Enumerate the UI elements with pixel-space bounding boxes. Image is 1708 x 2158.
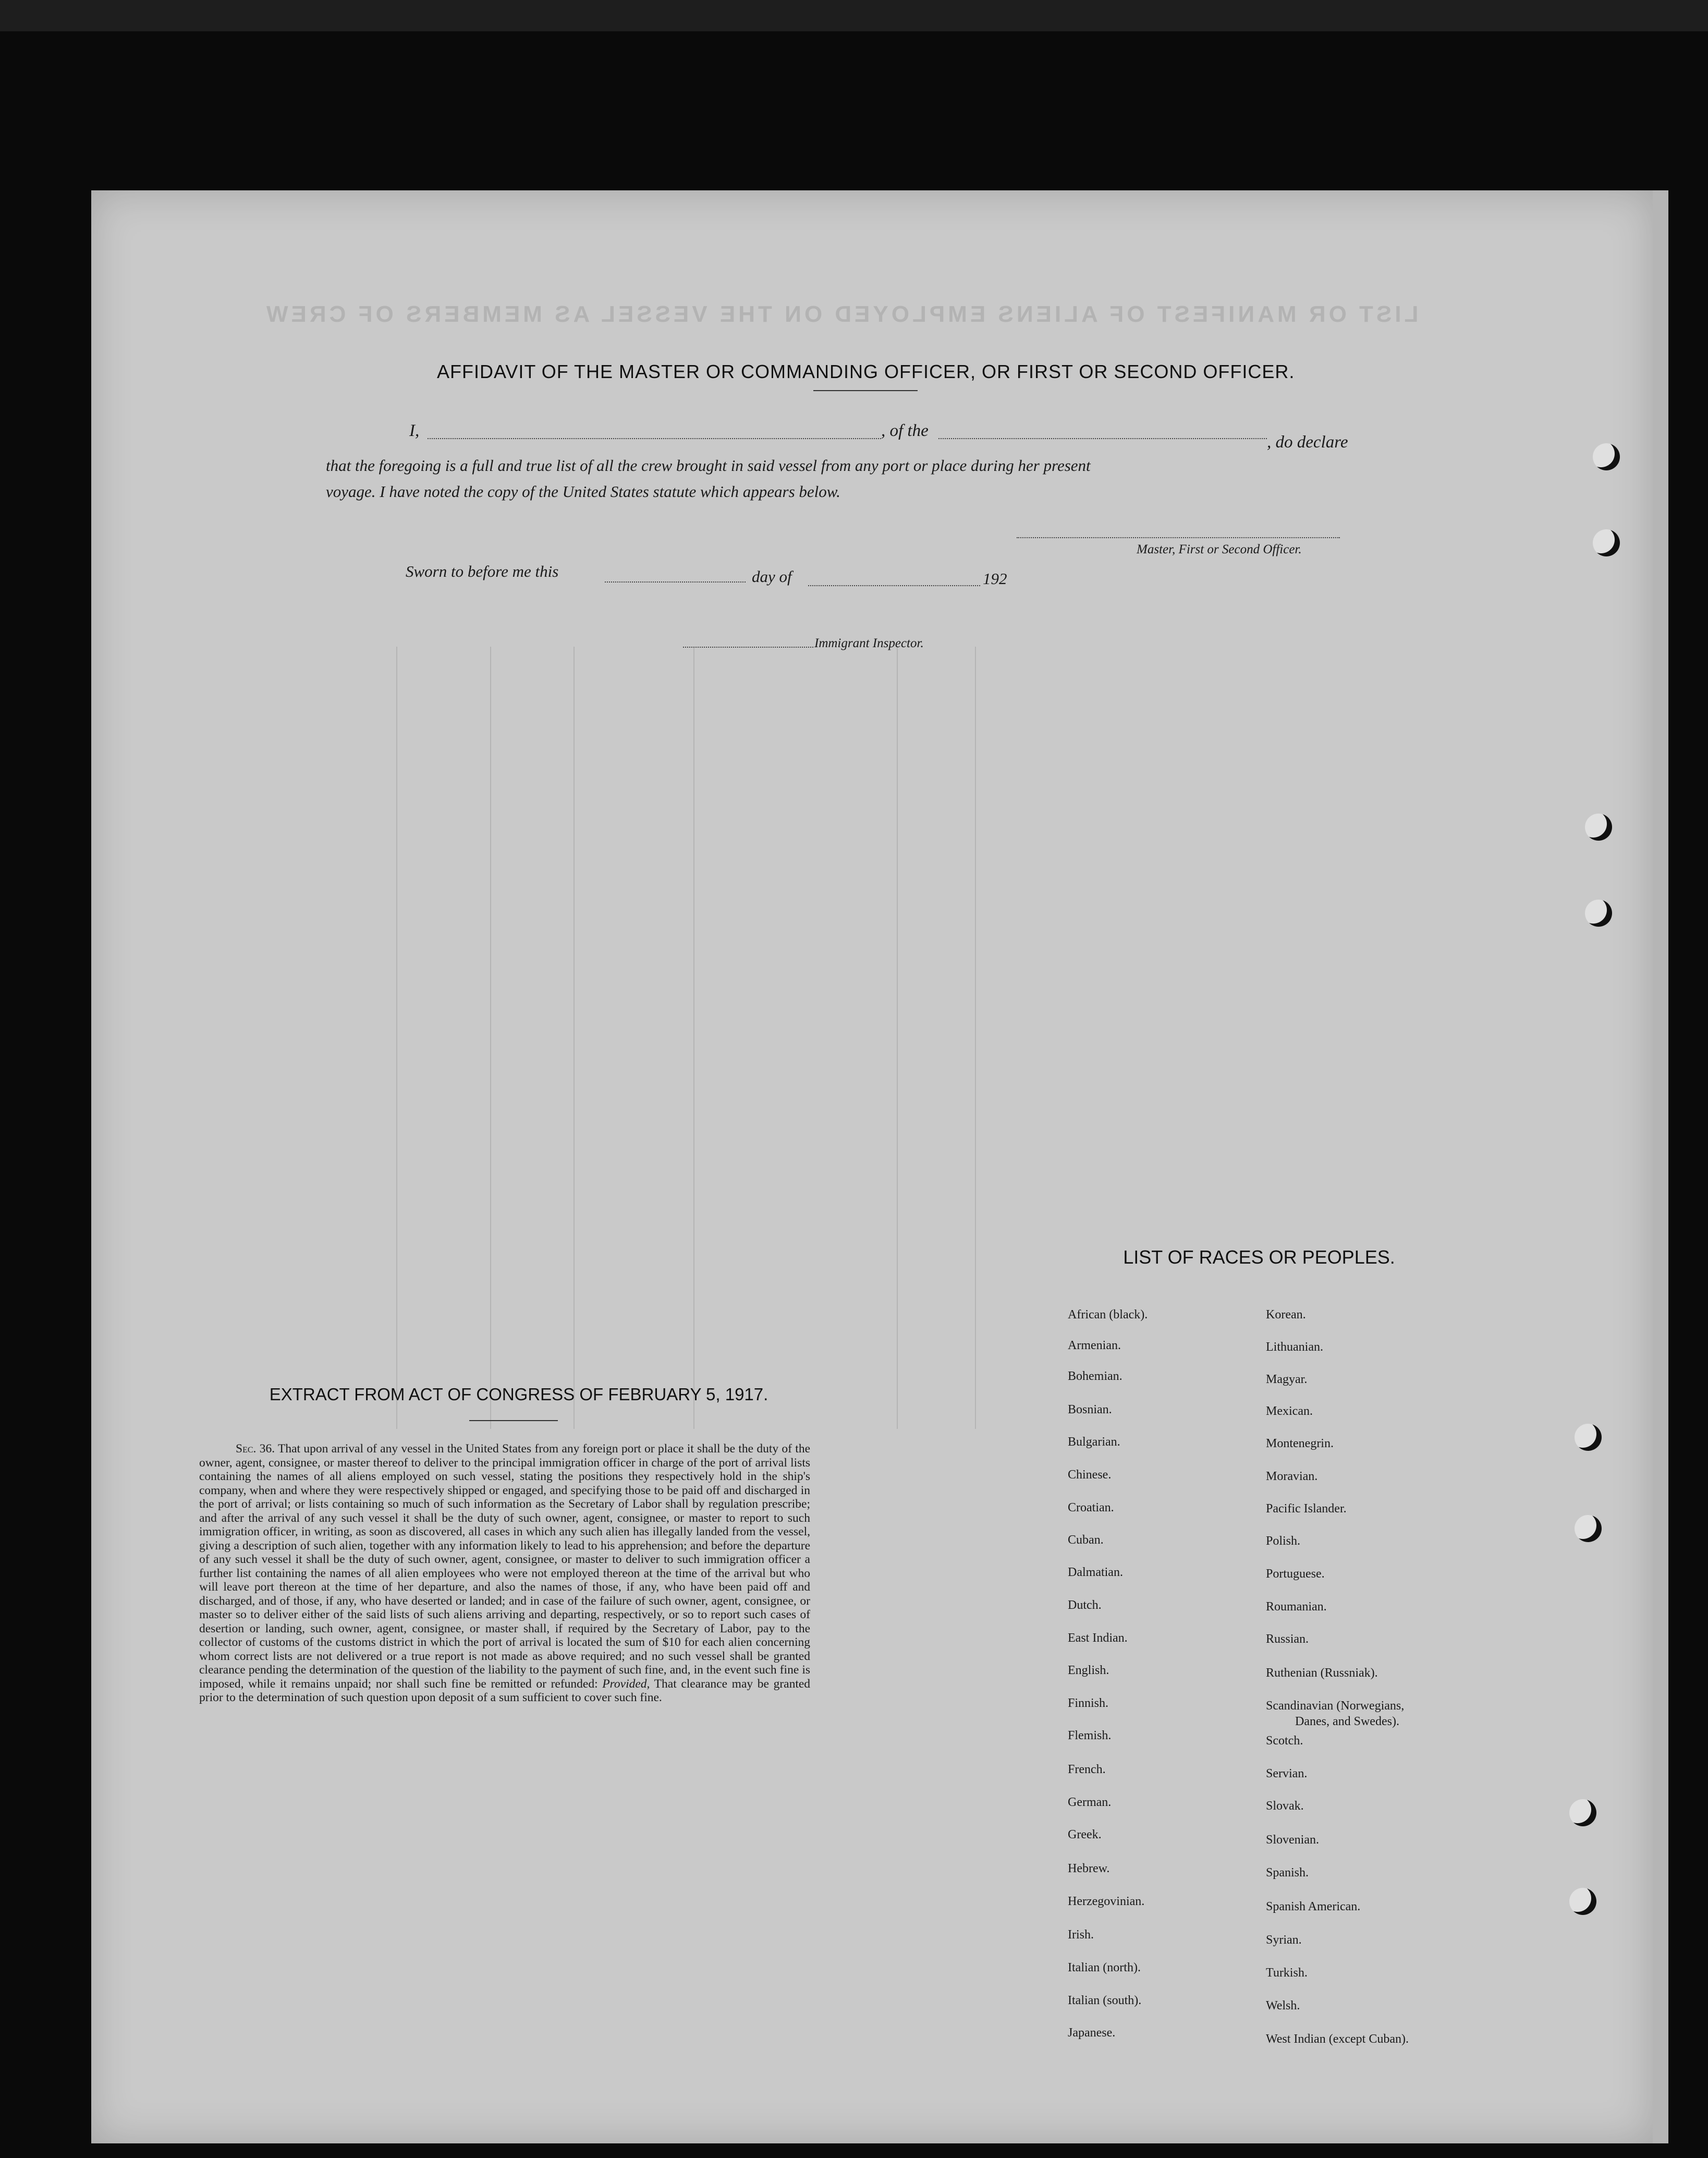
race-entry: Danes, and Swedes). [1295, 1715, 1399, 1728]
race-entry: East Indian. [1068, 1631, 1128, 1645]
extract-title: EXTRACT FROM ACT OF CONGRESS OF FEBRUARY 5, 1917. [269, 1385, 768, 1404]
affidavit-declare-label: , do declare [1267, 433, 1348, 452]
punch-hole [1575, 1424, 1602, 1451]
race-entry: Welsh. [1266, 1999, 1300, 2012]
race-entry: Flemish. [1068, 1729, 1112, 1742]
race-entry: Hebrew. [1068, 1862, 1110, 1875]
race-entry: Bulgarian. [1068, 1435, 1120, 1449]
race-entry: Herzegovinian. [1068, 1895, 1145, 1908]
film-border [0, 0, 1708, 31]
race-entry: Italian (south). [1068, 1994, 1142, 2007]
punch-hole [1569, 1888, 1596, 1915]
extract-title-rule [469, 1420, 558, 1421]
sworn-day-line [605, 581, 746, 583]
race-entry: Dutch. [1068, 1598, 1102, 1612]
race-entry: German. [1068, 1796, 1112, 1809]
race-entry: Slovenian. [1266, 1833, 1319, 1847]
bleed-through-header: LIST OR MANIFEST OF ALIENS EMPLOYED ON THE VESSEL AS MEMBERS OF CREW [263, 301, 1419, 327]
ghost-rule [490, 647, 491, 1429]
race-entry: Italian (north). [1068, 1961, 1141, 1974]
extract-body [199, 1442, 810, 1705]
punch-hole [1585, 814, 1612, 841]
race-entry: English. [1068, 1664, 1109, 1677]
punch-hole [1575, 1515, 1602, 1542]
ghost-rule [693, 647, 694, 1429]
race-entry: Cuban. [1068, 1533, 1104, 1547]
race-entry: Chinese. [1068, 1468, 1112, 1482]
ghost-rule [897, 647, 898, 1429]
race-entry: Spanish American. [1266, 1900, 1361, 1913]
master-name-line [428, 438, 881, 439]
sworn-label: Sworn to before me this [406, 562, 559, 580]
section-text: That upon arrival of any vessel in the United States from any foreign port or place it shall be the duty of the owner, agent, consignee, or master thereof to deliver to the principal immigration officer in charge of the port of arrival lists containing the names of all aliens employed on such vessel, stating the positions they respectively hold in the ship's company, when and where they were respectively shipped or engaged, and specifying those to be paid off and discharged in the port of arrival; or lists containing so much of such information as the Secretary of Labor shall by regulation prescribe; and after the arrival of any such vessel it shall be the duty of such owner, agent, consignee, or master to report to such immigration officer, in writing, as soon as discovered, all cases in which any such alien has illegally landed from the vessel, giving a description of such alien, together with any information likely to lead to his apprehension; and before the departure of any such vessel it shall be the duty of such owner, agent, consignee, or master to deliver to such immigration officer a further list containing the names of all alien employees who were not employed thereon at the time of the arrival but who will leave port thereon at the time of her departure, and also the names of those, if any, who have been paid off and discharged, and of those, if any, who have deserted or landed; and in case of the failure of such owner, agent, consignee, or master so to deliver either of the said lists of such aliens arriving and departing, respectively, or so to report such cases of desertion or landing, such owner, agent, consignee, or master shall, if required by the Secretary of Labor, pay to the collector of customs of the customs district in which the port of arrival is located the sum of $10 for each alien concerning whom correct lists are not delivered or a true report is not made as above required; and no such vessel shall be granted clearance pending the determination of the question of the liability to the payment of such fine, and, in the event such fine is imposed, while it remains unpaid; nor shall such fine be remitted or refunded: [199, 1442, 811, 1691]
race-entry: Magyar. [1266, 1373, 1308, 1386]
race-entry: Turkish. [1266, 1966, 1308, 1980]
race-entry: Polish. [1266, 1534, 1301, 1548]
race-entry: Bosnian. [1068, 1403, 1112, 1416]
ghost-rule [396, 647, 397, 1429]
race-entry: Greek. [1068, 1828, 1102, 1841]
affidavit-of-the-label: , of the [881, 421, 929, 440]
race-entry: African (black). [1068, 1308, 1148, 1322]
race-entry: Scotch. [1266, 1734, 1303, 1748]
race-entry: Slovak. [1266, 1799, 1304, 1813]
race-entry: Servian. [1266, 1767, 1308, 1780]
section-label: Sec. 36. [236, 1442, 275, 1456]
races-title: LIST OF RACES OR PEOPLES. [1123, 1246, 1395, 1268]
race-entry: Dalmatian. [1068, 1566, 1123, 1579]
day-of-label: day of [752, 567, 792, 586]
punch-hole [1569, 1799, 1596, 1826]
race-entry: Russian. [1266, 1632, 1309, 1646]
race-entry: Pacific Islander. [1266, 1502, 1347, 1516]
punch-hole [1593, 529, 1620, 556]
race-entry: Mexican. [1266, 1404, 1313, 1418]
master-signature-label: Master, First or Second Officer. [1137, 542, 1302, 556]
punch-hole [1585, 900, 1612, 927]
affidavit-i-label: I, [409, 421, 420, 440]
race-entry: Portuguese. [1266, 1567, 1325, 1581]
race-entry: Lithuanian. [1266, 1340, 1323, 1354]
master-signature-line [1017, 537, 1340, 538]
page-edge [1653, 190, 1668, 2143]
inspector-label: Immigrant Inspector. [814, 636, 924, 650]
race-entry: Croatian. [1068, 1501, 1114, 1514]
race-entry: Spanish. [1266, 1866, 1309, 1880]
affidavit-line2: that the foregoing is a full and true list of all the crew brought in said vessel from any port or place during her present [326, 456, 1091, 475]
year-label: 192 [983, 569, 1007, 588]
race-entry: Irish. [1068, 1928, 1094, 1942]
race-entry: Finnish. [1068, 1696, 1109, 1710]
punch-hole [1593, 443, 1620, 470]
inspector-signature-line [683, 647, 813, 648]
race-entry: Korean. [1266, 1308, 1306, 1322]
race-entry: Moravian. [1266, 1470, 1318, 1483]
race-entry: French. [1068, 1763, 1106, 1776]
affidavit-title: AFFIDAVIT OF THE MASTER OR COMMANDING OFFICER, OR FIRST OR SECOND OFFICER. [437, 361, 1295, 382]
race-entry: Syrian. [1266, 1933, 1302, 1947]
vessel-name-line [938, 438, 1267, 439]
ghost-rule [975, 647, 976, 1429]
affidavit-line3: voyage. I have noted the copy of the United States statute which appears below. [326, 482, 840, 501]
sworn-month-line [808, 585, 980, 586]
provided-label: Provided, [602, 1677, 650, 1691]
race-entry: Armenian. [1068, 1339, 1121, 1352]
race-entry: Montenegrin. [1266, 1437, 1334, 1450]
race-entry: Scandinavian (Norwegians, [1266, 1699, 1405, 1713]
race-entry: Bohemian. [1068, 1369, 1123, 1383]
ghost-rule [574, 647, 575, 1429]
race-entry: Ruthenian (Russniak). [1266, 1666, 1378, 1680]
section-tail: That clearance may be granted prior to the determination of such question upon deposit of a sum sufficient to cover such fine. [199, 1677, 811, 1704]
race-entry: Japanese. [1068, 2026, 1116, 2040]
race-entry: West Indian (except Cuban). [1266, 2032, 1409, 2046]
race-entry: Roumanian. [1266, 1600, 1327, 1614]
title-rule [813, 390, 918, 391]
